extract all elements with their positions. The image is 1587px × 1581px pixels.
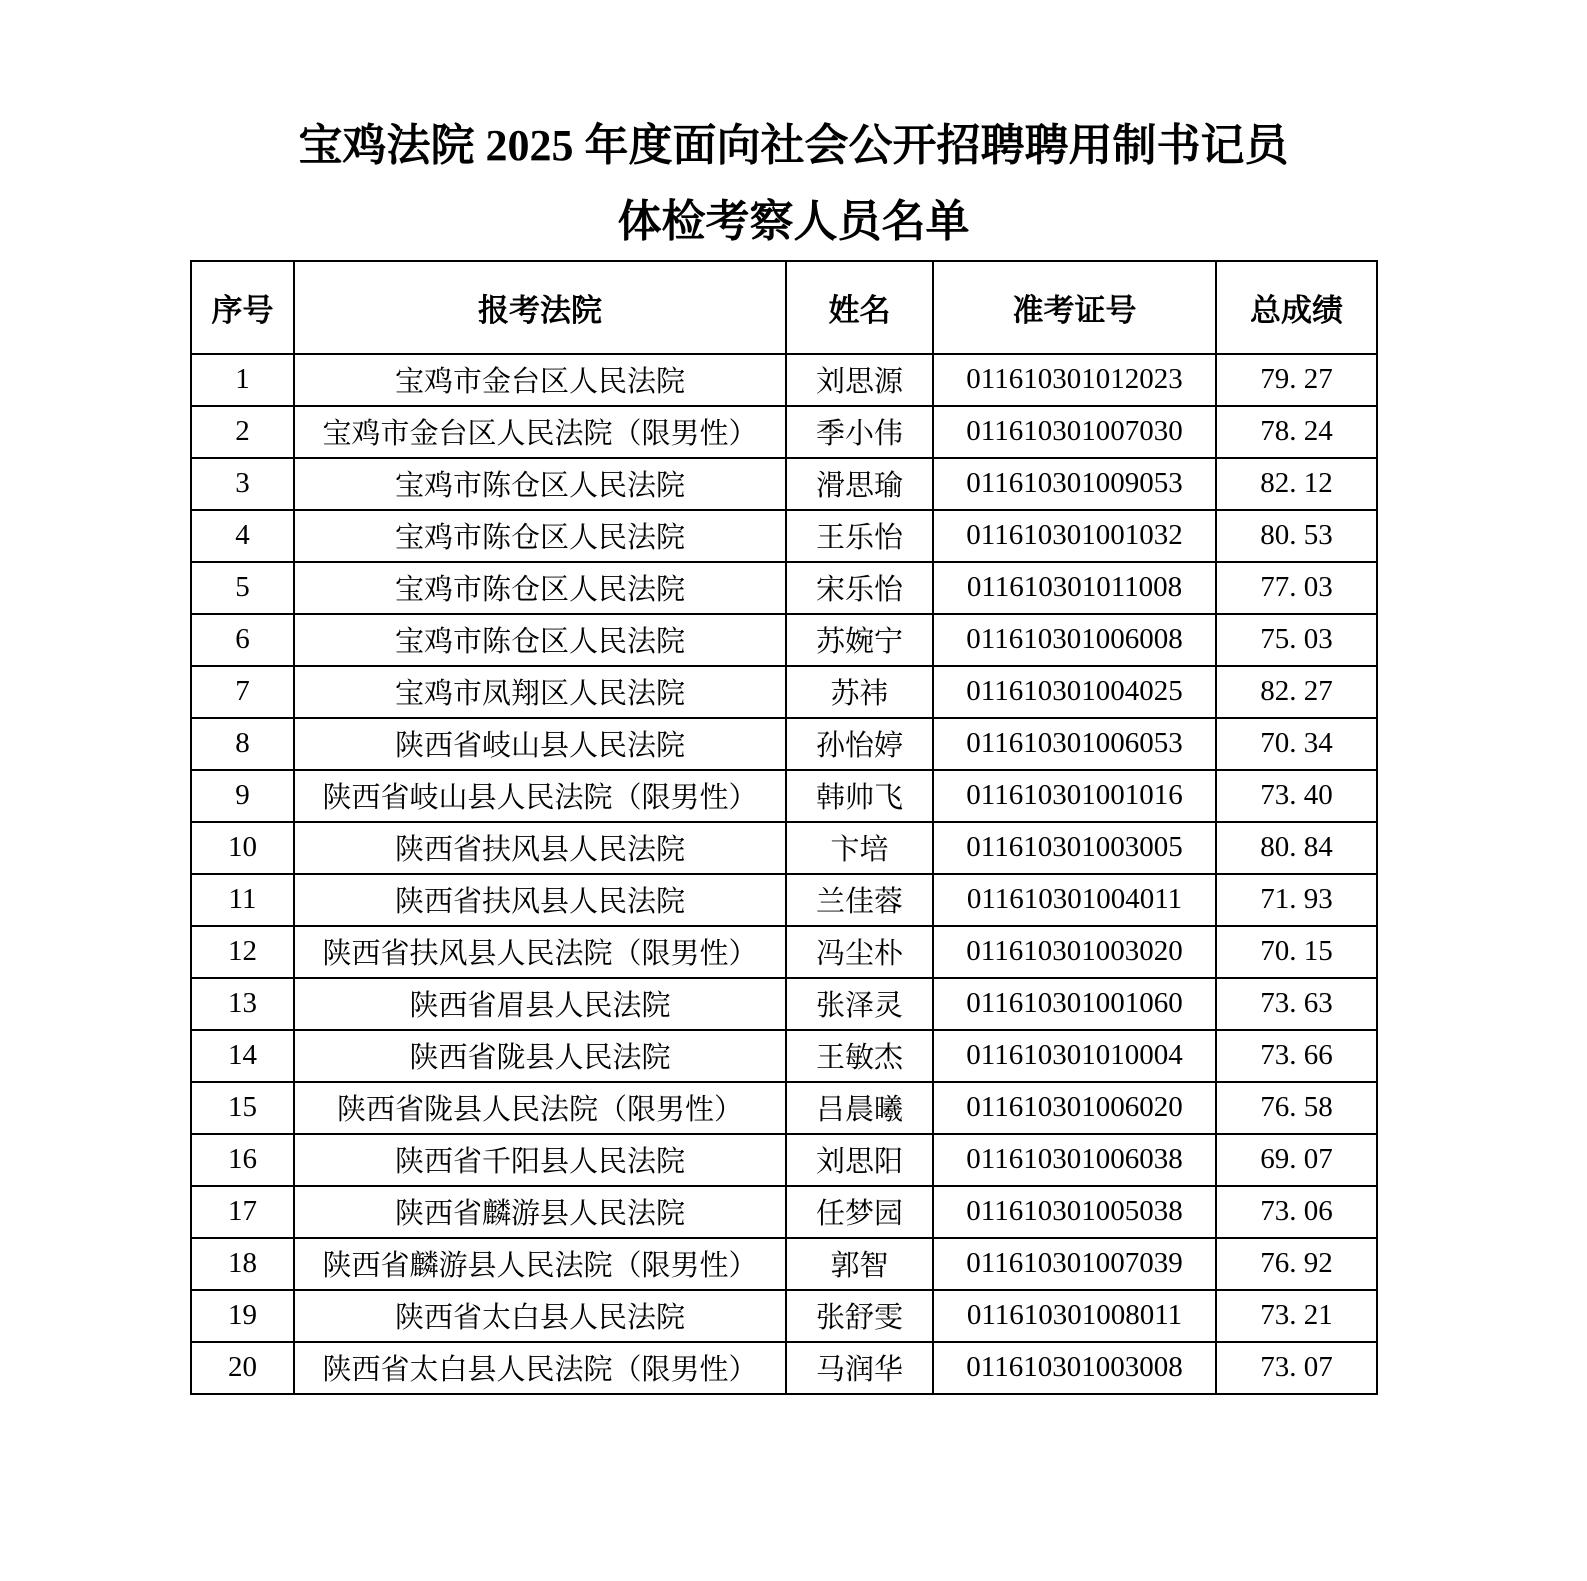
- cell-index: 10: [191, 822, 294, 874]
- table-row: [191, 1290, 1377, 1342]
- cell-name: 冯尘朴: [786, 926, 933, 978]
- cell-index: 17: [191, 1186, 294, 1238]
- cell-name: 苏婉宁: [786, 614, 933, 666]
- cell-score: 73. 66: [1216, 1030, 1377, 1082]
- cell-score: 78. 24: [1216, 406, 1377, 458]
- cell-court: 陕西省陇县人民法院: [294, 1030, 786, 1082]
- cell-name: 苏祎: [786, 666, 933, 718]
- cell-score: 71. 93: [1216, 874, 1377, 926]
- cell-ticket: 011610301011008: [933, 562, 1216, 614]
- table-row: [191, 614, 1377, 666]
- cell-index: 15: [191, 1082, 294, 1134]
- cell-name: 刘思阳: [786, 1134, 933, 1186]
- cell-court: 陕西省岐山县人民法院: [294, 718, 786, 770]
- cell-score: 82. 12: [1216, 458, 1377, 510]
- cell-index: 1: [191, 354, 294, 406]
- cell-score: 80. 53: [1216, 510, 1377, 562]
- table-row: [191, 822, 1377, 874]
- cell-name: 卞培: [786, 822, 933, 874]
- cell-court: 陕西省眉县人民法院: [294, 978, 786, 1030]
- cell-name: 孙怡婷: [786, 718, 933, 770]
- cell-name: 韩帅飞: [786, 770, 933, 822]
- cell-index: 8: [191, 718, 294, 770]
- cell-ticket: 011610301006038: [933, 1134, 1216, 1186]
- table-row: [191, 510, 1377, 562]
- table-row: [191, 874, 1377, 926]
- cell-score: 69. 07: [1216, 1134, 1377, 1186]
- roster-table: [190, 260, 1378, 1395]
- roster-table-header: [191, 261, 1377, 354]
- cell-score: 70. 34: [1216, 718, 1377, 770]
- cell-index: 6: [191, 614, 294, 666]
- cell-ticket: 011610301007030: [933, 406, 1216, 458]
- header-score: 总成绩: [1216, 261, 1377, 354]
- cell-name: 宋乐怡: [786, 562, 933, 614]
- cell-name: 张舒雯: [786, 1290, 933, 1342]
- cell-name: 王敏杰: [786, 1030, 933, 1082]
- cell-name: 郭智: [786, 1238, 933, 1290]
- cell-court: 陕西省扶风县人民法院: [294, 874, 786, 926]
- cell-name: 任梦园: [786, 1186, 933, 1238]
- cell-court: 陕西省麟游县人民法院: [294, 1186, 786, 1238]
- cell-ticket: 011610301006008: [933, 614, 1216, 666]
- cell-ticket: 011610301007039: [933, 1238, 1216, 1290]
- cell-index: 12: [191, 926, 294, 978]
- table-body: [191, 354, 1377, 1394]
- table-row: [191, 458, 1377, 510]
- header-index: 序号: [191, 261, 294, 354]
- cell-court: 宝鸡市陈仓区人民法院: [294, 510, 786, 562]
- cell-ticket: 011610301008011: [933, 1290, 1216, 1342]
- cell-score: 77. 03: [1216, 562, 1377, 614]
- cell-name: 滑思瑜: [786, 458, 933, 510]
- cell-ticket: 011610301001016: [933, 770, 1216, 822]
- cell-name: 吕晨曦: [786, 1082, 933, 1134]
- cell-ticket: 011610301005038: [933, 1186, 1216, 1238]
- document-title-line-1: 宝鸡法院 2025 年度面向社会公开招聘聘用制书记员: [298, 121, 1289, 170]
- header-court: 报考法院: [294, 261, 786, 354]
- cell-court: 陕西省陇县人民法院（限男性）: [294, 1082, 786, 1134]
- table-row: [191, 562, 1377, 614]
- cell-index: 2: [191, 406, 294, 458]
- cell-score: 82. 27: [1216, 666, 1377, 718]
- cell-score: 73. 07: [1216, 1342, 1377, 1394]
- table-row: [191, 1238, 1377, 1290]
- cell-ticket: 011610301003020: [933, 926, 1216, 978]
- document-title-line-2: 体检考察人员名单: [617, 196, 970, 246]
- cell-name: 季小伟: [786, 406, 933, 458]
- cell-index: 13: [191, 978, 294, 1030]
- header-name: 姓名: [786, 261, 933, 354]
- cell-ticket: 011610301009053: [933, 458, 1216, 510]
- cell-ticket: 011610301010004: [933, 1030, 1216, 1082]
- table-row: [191, 666, 1377, 718]
- cell-index: 20: [191, 1342, 294, 1394]
- cell-index: 18: [191, 1238, 294, 1290]
- cell-score: 76. 92: [1216, 1238, 1377, 1290]
- cell-index: 19: [191, 1290, 294, 1342]
- cell-score: 75. 03: [1216, 614, 1377, 666]
- cell-name: 王乐怡: [786, 510, 933, 562]
- cell-ticket: 011610301001060: [933, 978, 1216, 1030]
- cell-index: 16: [191, 1134, 294, 1186]
- cell-name: 刘思源: [786, 354, 933, 406]
- cell-ticket: 011610301001032: [933, 510, 1216, 562]
- cell-court: 宝鸡市陈仓区人民法院: [294, 562, 786, 614]
- cell-ticket: 011610301004011: [933, 874, 1216, 926]
- cell-score: 70. 15: [1216, 926, 1377, 978]
- cell-court: 宝鸡市陈仓区人民法院: [294, 614, 786, 666]
- cell-name: 兰佳蓉: [786, 874, 933, 926]
- cell-court: 宝鸡市金台区人民法院: [294, 354, 786, 406]
- header-ticket: 准考证号: [933, 261, 1216, 354]
- cell-score: 73. 40: [1216, 770, 1377, 822]
- cell-court: 陕西省太白县人民法院（限男性）: [294, 1342, 786, 1394]
- table-row: [191, 770, 1377, 822]
- table-row: [191, 978, 1377, 1030]
- cell-court: 宝鸡市金台区人民法院（限男性）: [294, 406, 786, 458]
- cell-ticket: 011610301006020: [933, 1082, 1216, 1134]
- table-row: [191, 1342, 1377, 1394]
- table-row: [191, 718, 1377, 770]
- cell-score: 79. 27: [1216, 354, 1377, 406]
- cell-score: 73. 06: [1216, 1186, 1377, 1238]
- table-row: [191, 1030, 1377, 1082]
- cell-court: 陕西省麟游县人民法院（限男性）: [294, 1238, 786, 1290]
- cell-score: 76. 58: [1216, 1082, 1377, 1134]
- cell-court: 宝鸡市凤翔区人民法院: [294, 666, 786, 718]
- header-row: [191, 261, 1377, 354]
- table-row: [191, 1134, 1377, 1186]
- cell-index: 11: [191, 874, 294, 926]
- table-row: [191, 354, 1377, 406]
- cell-court: 陕西省扶风县人民法院（限男性）: [294, 926, 786, 978]
- cell-index: 5: [191, 562, 294, 614]
- table-row: [191, 406, 1377, 458]
- cell-name: 马润华: [786, 1342, 933, 1394]
- table-row: [191, 1082, 1377, 1134]
- cell-court: 陕西省扶风县人民法院: [294, 822, 786, 874]
- cell-ticket: 011610301012023: [933, 354, 1216, 406]
- cell-index: 9: [191, 770, 294, 822]
- cell-ticket: 011610301003005: [933, 822, 1216, 874]
- cell-index: 3: [191, 458, 294, 510]
- cell-score: 73. 63: [1216, 978, 1377, 1030]
- cell-court: 宝鸡市陈仓区人民法院: [294, 458, 786, 510]
- cell-score: 80. 84: [1216, 822, 1377, 874]
- cell-index: 14: [191, 1030, 294, 1082]
- cell-name: 张泽灵: [786, 978, 933, 1030]
- cell-court: 陕西省岐山县人民法院（限男性）: [294, 770, 786, 822]
- cell-court: 陕西省千阳县人民法院: [294, 1134, 786, 1186]
- cell-score: 73. 21: [1216, 1290, 1377, 1342]
- cell-index: 4: [191, 510, 294, 562]
- cell-index: 7: [191, 666, 294, 718]
- table-row: [191, 926, 1377, 978]
- table-row: [191, 1186, 1377, 1238]
- cell-ticket: 011610301004025: [933, 666, 1216, 718]
- cell-ticket: 011610301006053: [933, 718, 1216, 770]
- cell-court: 陕西省太白县人民法院: [294, 1290, 786, 1342]
- cell-ticket: 011610301003008: [933, 1342, 1216, 1394]
